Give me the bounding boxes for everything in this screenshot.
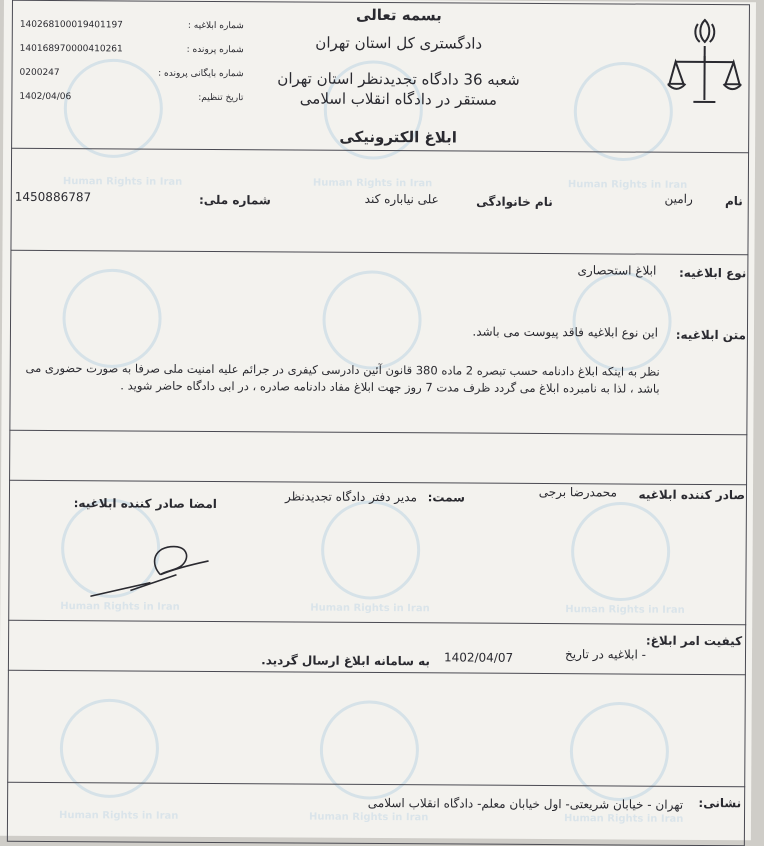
watermark-text: Human Rights in Iran bbox=[313, 178, 433, 190]
watermark-text: Human Rights in Iran bbox=[59, 810, 179, 822]
watermark-text: Human Rights in Iran bbox=[564, 813, 684, 825]
scales-of-justice-icon bbox=[667, 16, 742, 108]
delivery-method-label: کیفیت امر ابلاغ: bbox=[630, 634, 742, 649]
signature-label: امضا صادر کننده ابلاغیه: bbox=[61, 496, 217, 511]
notice-type-value: ابلاغ استحصاری bbox=[522, 263, 656, 278]
document-frame bbox=[7, 0, 750, 846]
signature-mark bbox=[90, 534, 220, 605]
watermark-text: Human Rights in Iran bbox=[565, 604, 685, 616]
position-label: سمت: bbox=[421, 490, 465, 504]
bismillah-heading: بسمه تعالی bbox=[344, 6, 454, 25]
meta-label: شماره پرونده : bbox=[154, 45, 244, 56]
issuer-label: صادر کننده ابلاغیه bbox=[621, 487, 745, 502]
meta-label: شماره ابلاغیه : bbox=[154, 21, 244, 32]
watermark-text: Human Rights in Iran bbox=[309, 812, 429, 824]
meta-value: 1402/04/06 bbox=[19, 92, 71, 102]
first-name-value: رامین bbox=[643, 192, 693, 206]
delivery-date: 1402/04/07 bbox=[444, 650, 513, 664]
meta-value: 140268100019401197 bbox=[20, 20, 123, 31]
meta-label: تاریخ تنظیم: bbox=[153, 93, 243, 104]
notice-body-text: نظر به اینکه ابلاغ دادنامه حسب تبصره 2 ماده 380 قانون آئین دادرسی کیفری در جرائم علیه امنیت ملی صرفا به صورت حضوری می باشد ، لذا به نامبرده ابلاغ می گردد ظرف مدت 7 روز جهت ابلاغ مفاد دادنامه صادره ، در ابی دادگاه حاضر شوید . bbox=[20, 360, 660, 398]
delivery-line-prefix: - ابلاغیه در تاریخ bbox=[530, 647, 646, 662]
last-name-value: علی نیاباره کند bbox=[333, 192, 439, 207]
watermark-text: Human Rights in Iran bbox=[310, 603, 430, 615]
attachment-note: این نوع ابلاغیه فاقد پیوست می باشد. bbox=[422, 324, 658, 339]
location-heading: مستقر در دادگاه انقلاب اسلامی bbox=[268, 89, 528, 109]
notice-text-label: متن ابلاغیه: bbox=[662, 328, 746, 343]
position-value: مدیر دفتر دادگاه تجدیدنظر bbox=[251, 489, 417, 504]
branch-heading: شعبه 36 دادگاه تجدیدنظر استان تهران bbox=[258, 69, 538, 89]
meta-label: شماره بایگانی پرونده : bbox=[124, 68, 244, 79]
document-title: ابلاغ الکترونیکی bbox=[323, 128, 473, 147]
meta-value: 140168970000410261 bbox=[20, 44, 123, 55]
meta-value: 0200247 bbox=[20, 68, 60, 78]
issuer-name: محمدرضا برجی bbox=[521, 485, 617, 500]
delivery-line-suffix: به سامانه ابلاغ ارسال گردید. bbox=[266, 653, 430, 668]
last-name-label: نام خانوادگی bbox=[443, 194, 553, 209]
national-id-label: شماره ملی: bbox=[183, 193, 271, 208]
notice-type-label: نوع ابلاغیه: bbox=[662, 266, 746, 281]
first-name-label: نام bbox=[703, 194, 743, 208]
watermark-text: Human Rights in Iran bbox=[63, 176, 183, 188]
court-admin-heading: دادگستری کل استان تهران bbox=[294, 33, 504, 52]
watermark-text: Human Rights in Iran bbox=[60, 601, 180, 613]
address-value: تهران - خیابان شریعتی- اول خیابان معلم- دادگاه انقلاب اسلامی bbox=[329, 796, 683, 812]
national-id-value: 1450886787 bbox=[15, 190, 91, 204]
watermark-text: Human Rights in Iran bbox=[568, 179, 688, 191]
address-label: نشانی: bbox=[689, 796, 741, 810]
